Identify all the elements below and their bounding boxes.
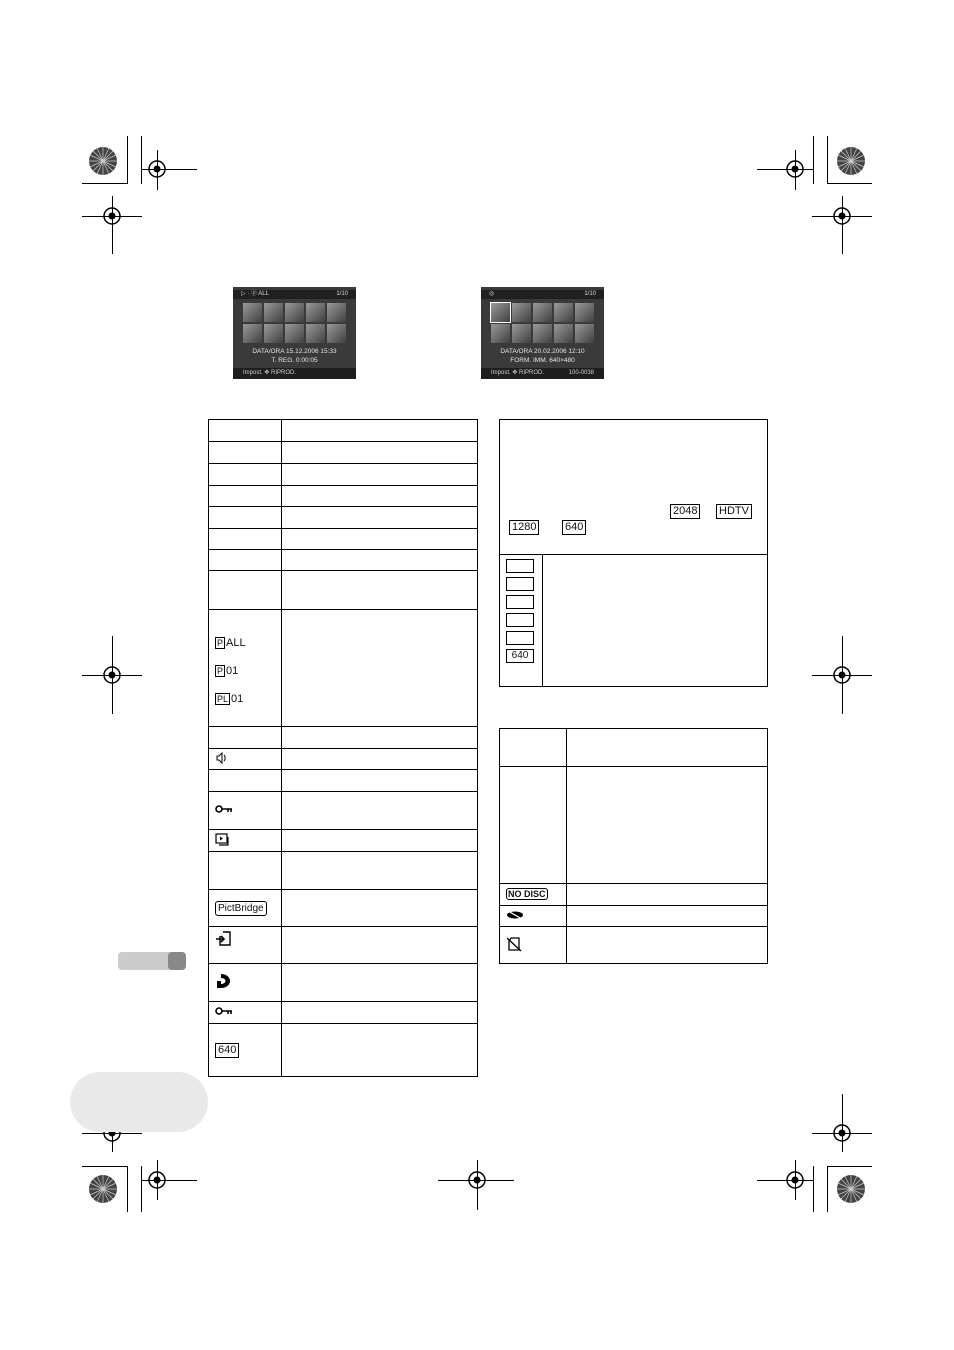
thumbnail: [327, 324, 346, 343]
thumbnail: [306, 303, 325, 322]
right-warning-table: [499, 728, 768, 964]
size-hdtv-label: HDTV: [716, 504, 752, 519]
table-cell: [209, 464, 282, 486]
slideshow-cell: [209, 830, 282, 852]
date-line: DATA/ORA 20.02.2006 12:10: [500, 348, 585, 355]
table-cell: [209, 727, 282, 749]
thumbnail: [285, 303, 304, 322]
size-640-label: 640: [215, 1043, 239, 1058]
thumbnail: [512, 303, 531, 322]
screenshot-thumbnail-view-right: [481, 287, 604, 379]
speaker-cell: [209, 749, 282, 770]
disc-cell: [500, 906, 567, 927]
key-icon: [215, 1006, 233, 1016]
playlist-number-label: P 01: [217, 665, 239, 677]
thumbnail: [491, 324, 510, 343]
table-cell: [281, 1002, 477, 1024]
table-cell: [500, 729, 567, 767]
table-cell: [566, 927, 767, 964]
page-number-area: [70, 1072, 208, 1132]
slideshow-icon: [215, 833, 231, 846]
thumbnail: [554, 324, 573, 343]
thumbnail: [533, 303, 552, 322]
registration-mark-icon: [782, 1167, 808, 1193]
card-cell: [500, 927, 567, 964]
thumbnail: [554, 303, 573, 322]
thumbnail: [327, 303, 346, 322]
table-cell: [566, 729, 767, 767]
pictbridge-label: PictBridge: [215, 901, 267, 916]
key-icon: [215, 804, 233, 814]
thumbnail-grid: [491, 303, 594, 343]
table-cell: [281, 610, 477, 727]
size-box: [506, 595, 534, 609]
left-indicator-table: [208, 419, 478, 1077]
dpof-cell: [209, 964, 282, 1002]
playlist-edit-label: PL 01: [217, 693, 244, 705]
size-640-box: 640: [506, 649, 534, 663]
thumbnail: [264, 324, 283, 343]
thumbnail: [575, 324, 594, 343]
thumbnail: [264, 303, 283, 322]
table-cell: [209, 550, 282, 571]
top-bar-right: 1/10: [336, 291, 348, 297]
section-tab: [118, 952, 186, 970]
card-access-cell: [209, 927, 282, 964]
thumbnail: [243, 303, 262, 322]
table-cell: [209, 770, 282, 792]
size-list-column: [500, 554, 543, 686]
color-target-icon: [88, 146, 118, 176]
registration-mark-icon: [99, 662, 125, 688]
color-target-icon: [836, 1174, 866, 1204]
table-cell: [566, 884, 767, 906]
size-640-label: 640: [562, 520, 586, 535]
date-line: DATA/ORA 15.12.2006 15:33: [252, 348, 337, 355]
table-cell: [281, 486, 477, 507]
table-cell: [209, 420, 282, 442]
registration-mark-icon: [782, 156, 808, 182]
table-cell: [281, 727, 477, 749]
top-bar-right: 1/10: [584, 291, 596, 297]
table-cell: [281, 442, 477, 464]
screenshot-thumbnail-view-left: [233, 287, 356, 379]
format-line: FORM. IMM. 640×480: [510, 357, 575, 364]
thumbnail: [512, 324, 531, 343]
thumbnail: [243, 324, 262, 343]
section-tab-marker: [168, 952, 186, 970]
registration-mark-icon: [144, 1167, 170, 1193]
rec-time-line: T. REG. 0:00:05: [271, 357, 318, 364]
pictbridge-cell: [209, 890, 282, 927]
table-cell: [281, 571, 477, 610]
size-box: [506, 631, 534, 645]
no-disc-cell: [500, 884, 567, 906]
registration-mark-icon: [829, 1120, 855, 1146]
table-cell: [281, 830, 477, 852]
playlist-all-label: P ALL: [217, 637, 246, 649]
table-cell: [209, 852, 282, 890]
table-cell: [281, 890, 477, 927]
size-box: [506, 577, 534, 591]
screen-footer: [481, 368, 604, 379]
registration-mark-icon: [99, 203, 125, 229]
table-cell: [281, 1024, 477, 1077]
table-cell: [281, 529, 477, 550]
size-box: [506, 559, 534, 573]
table-cell: [566, 906, 767, 927]
picture-size-cell: [209, 1024, 282, 1077]
card-in-icon: [215, 931, 233, 947]
table-cell: [209, 486, 282, 507]
table-cell: [500, 767, 567, 884]
right-size-table: [499, 419, 768, 687]
footer-left: Impost. ✥ RIPROD.: [491, 370, 545, 376]
thumbnail: [533, 324, 552, 343]
table-cell: [281, 852, 477, 890]
color-target-icon: [836, 146, 866, 176]
table-cell: [209, 442, 282, 464]
thumbnail: [491, 303, 510, 322]
table-cell: [281, 507, 477, 529]
dpof-icon: [215, 973, 233, 989]
size-2048-label: 2048: [670, 504, 700, 519]
registration-mark-icon: [829, 203, 855, 229]
table-cell: [209, 571, 282, 610]
table-cell: [281, 927, 477, 964]
playlist-cell: [209, 610, 282, 727]
screen-footer: Impost. ✥ RIPROD.: [233, 368, 356, 379]
size-1280-label: 1280: [509, 520, 539, 535]
registration-mark-icon: [464, 1167, 490, 1193]
thumbnail-grid: [243, 303, 346, 343]
table-cell: [281, 770, 477, 792]
no-disc-label: NO DISC: [508, 889, 546, 899]
card-crossed-icon: [506, 936, 522, 952]
table-cell: [281, 464, 477, 486]
table-cell: [281, 420, 477, 442]
table-cell: [281, 550, 477, 571]
table-cell: [566, 767, 767, 884]
table-cell: [281, 749, 477, 770]
registration-mark-icon: [829, 662, 855, 688]
thumbnail: [306, 324, 325, 343]
table-cell: [281, 964, 477, 1002]
color-target-icon: [88, 1174, 118, 1204]
protect-cell: [209, 792, 282, 830]
top-bar-left: ▷ · ⓟ ALL: [241, 291, 269, 297]
size-box: [506, 613, 534, 627]
size-header: [500, 420, 767, 555]
registration-mark-icon: [144, 156, 170, 182]
thumbnail: [575, 303, 594, 322]
top-bar-left: ◎: [489, 291, 495, 297]
speaker-icon: [215, 752, 227, 764]
thumbnail: [285, 324, 304, 343]
table-cell: [209, 507, 282, 529]
protect-cell: [209, 1002, 282, 1024]
disc-crossed-icon: [506, 910, 524, 920]
table-cell: [281, 792, 477, 830]
table-cell: [209, 529, 282, 550]
footer-right: 100-0038: [568, 370, 594, 376]
